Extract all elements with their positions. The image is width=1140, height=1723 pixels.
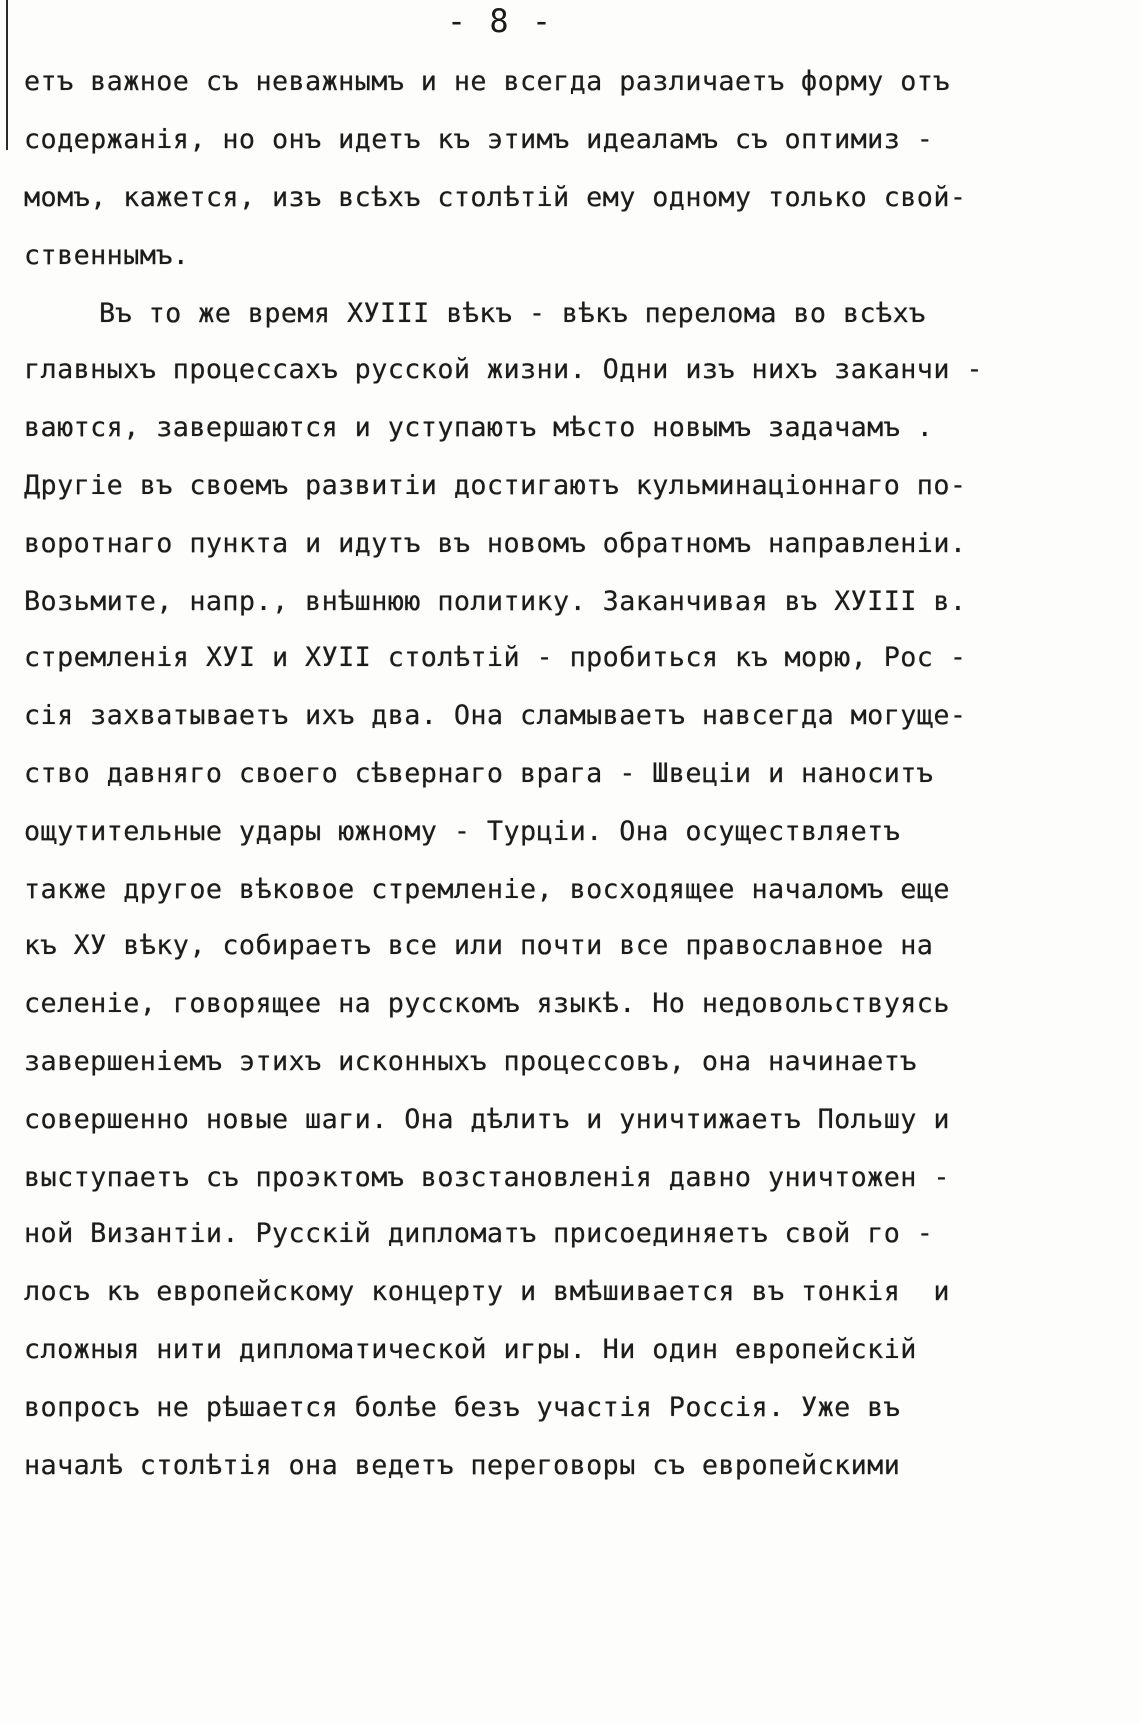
text-line: содержанія, но онъ идетъ къ этимъ идеаламъ съ оптимиз - [24, 124, 934, 155]
text-line: ваются, завершаются и уступаютъ мѣсто новымъ задачамъ . [24, 412, 934, 443]
text-line: ственнымъ. [24, 240, 190, 271]
text-line: Другіе въ своемъ развитіи достигаютъ кульминаціоннаго по- [24, 470, 967, 501]
text-line: также другое вѣковое стремленіе, восходящее началомъ еще [24, 874, 950, 905]
text-line: Въ то же время XУIII вѣкъ - вѣкъ перелома во всѣхъ [99, 298, 926, 329]
text-line: ство давняго своего сѣвернаго врага - Швеціи и наноситъ [24, 758, 934, 789]
text-line: стремленія XУI и XУII столѣтій - пробиться къ морю, Рос - [24, 642, 967, 673]
text-line: ощутительные удары южному - Турціи. Она осуществляетъ [24, 816, 901, 847]
text-line: къ XУ вѣку, собираетъ все или почти все православное на [24, 930, 934, 961]
text-line: вопросъ не рѣшается болѣе безъ участія Россія. Уже въ [24, 1392, 901, 1423]
text-line: выступаетъ съ проэктомъ возстановленія давно уничтожен - [24, 1162, 950, 1193]
text-line: Возьмите, напр., внѣшнюю политику. Заканчивая въ XУIII в. [24, 586, 967, 617]
page-number: - 8 - [446, 2, 554, 40]
text-line: завершеніемъ этихъ исконныхъ процессовъ, она начинаетъ [24, 1046, 917, 1077]
text-line: главныхъ процессахъ русской жизни. Одни изъ нихъ заканчи - [24, 354, 983, 385]
text-line: етъ важное съ неважнымъ и не всегда различаетъ форму отъ [24, 66, 950, 97]
text-line: ной Византіи. Русскій дипломатъ присоединяетъ свой го - [24, 1218, 934, 1249]
text-line: сія захватываетъ ихъ два. Она сламываетъ навсегда могуще- [24, 700, 967, 731]
text-line: селеніе, говорящее на русскомъ языкѣ. Но недовольствуясь [24, 988, 950, 1019]
text-line: лосъ къ европейскому концерту и вмѣшивается въ тонкія и [24, 1276, 950, 1307]
text-line: воротнаго пункта и идутъ въ новомъ обратномъ направленіи. [24, 528, 967, 559]
text-line: началѣ столѣтія она ведетъ переговоры съ европейскими [24, 1450, 901, 1481]
text-line: сложныя нити дипломатической игры. Ни один европейскій [24, 1334, 917, 1365]
text-line: совершенно новые шаги. Она дѣлитъ и уничтижаетъ Польшу и [24, 1104, 950, 1135]
text-line: момъ, кажется, изъ всѣхъ столѣтій ему одному только свой- [24, 182, 967, 213]
